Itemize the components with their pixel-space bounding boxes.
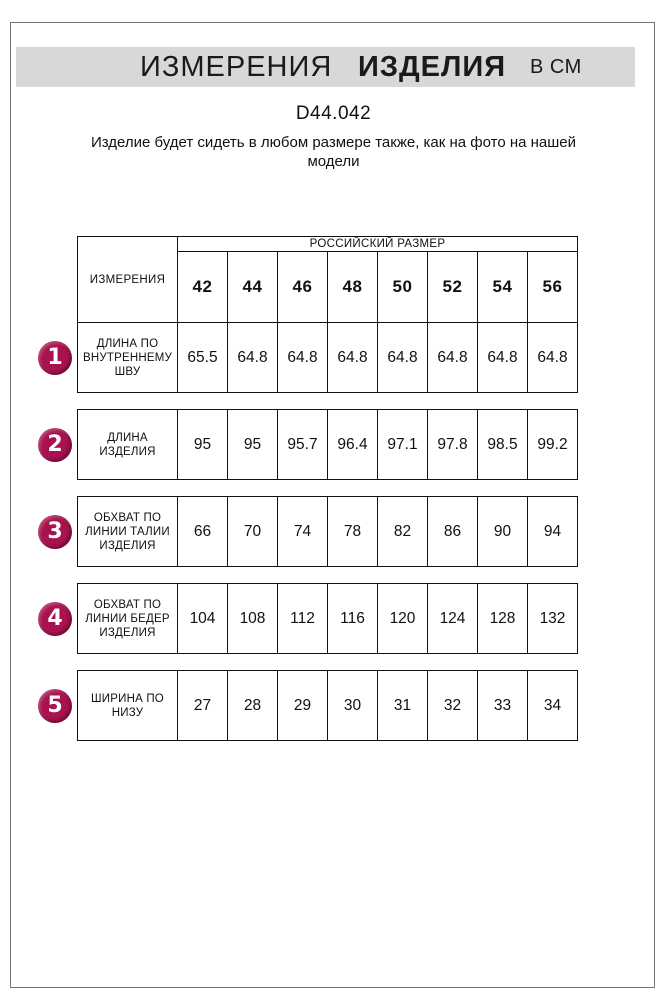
title-part1: ИЗМЕРЕНИЯ: [140, 51, 333, 83]
measurement-value: 95: [178, 410, 228, 480]
measurement-value: 33: [478, 671, 528, 741]
measurement-value: 99.2: [528, 410, 578, 480]
measurement-label: ДЛИНА ИЗДЕЛИЯ: [78, 410, 178, 480]
measurement-value: 95.7: [278, 410, 328, 480]
measurement-value: 64.8: [228, 323, 278, 393]
measurement-value: 29: [278, 671, 328, 741]
table-row: [78, 497, 578, 567]
size-header: 56: [528, 252, 578, 323]
size-header: 52: [428, 252, 478, 323]
measurement-value: 82: [378, 497, 428, 567]
measurement-value: 86: [428, 497, 478, 567]
title-banner: [16, 47, 635, 87]
row-number-badge: 4: [38, 602, 72, 636]
measurement-value: 96.4: [328, 410, 378, 480]
measurement-value: 116: [328, 584, 378, 654]
measurement-value: 64.8: [278, 323, 328, 393]
measurement-label: ОБХВАТ ПО ЛИНИИ БЕДЕР ИЗДЕЛИЯ: [78, 584, 178, 654]
table-row: [78, 671, 578, 741]
row-number-badge: 3: [38, 515, 72, 549]
size-table: [77, 236, 578, 741]
measurement-value: 90: [478, 497, 528, 567]
table-row: [78, 584, 578, 654]
measurement-label: ОБХВАТ ПО ЛИНИИ ТАЛИИ ИЗДЕЛИЯ: [78, 497, 178, 567]
measurement-value: 97.1: [378, 410, 428, 480]
row-number-badge: 5: [38, 689, 72, 723]
size-header: 50: [378, 252, 428, 323]
measurement-label: ШИРИНА ПО НИЗУ: [78, 671, 178, 741]
measurement-value: 124: [428, 584, 478, 654]
measurement-value: 32: [428, 671, 478, 741]
product-code: D44.042: [295, 103, 372, 124]
measurement-value: 98.5: [478, 410, 528, 480]
size-header: 46: [278, 252, 328, 323]
size-header: 44: [228, 252, 278, 323]
measurement-value: 64.8: [428, 323, 478, 393]
title-part2: ИЗДЕЛИЯ: [358, 51, 507, 83]
measurement-value: 27: [178, 671, 228, 741]
measurement-value: 70: [228, 497, 278, 567]
measurement-value: 120: [378, 584, 428, 654]
measurement-value: 64.8: [478, 323, 528, 393]
measurement-value: 74: [278, 497, 328, 567]
row-number-badge: 2: [38, 428, 72, 462]
measurement-value: 104: [178, 584, 228, 654]
measurement-value: 64.8: [378, 323, 428, 393]
measurement-label: ДЛИНА ПО ВНУТРЕННЕМУ ШВУ: [78, 323, 178, 393]
measurement-value: 94: [528, 497, 578, 567]
measurements-header: ИЗМЕРЕНИЯ: [78, 237, 178, 323]
measurement-value: 95: [228, 410, 278, 480]
measurement-value: 108: [228, 584, 278, 654]
measurement-value: 64.8: [328, 323, 378, 393]
measurement-value: 66: [178, 497, 228, 567]
measurement-value: 64.8: [528, 323, 578, 393]
measurement-value: 31: [378, 671, 428, 741]
measurement-value: 128: [478, 584, 528, 654]
size-header: 42: [178, 252, 228, 323]
measurement-value: 65.5: [178, 323, 228, 393]
measurement-value: 78: [328, 497, 378, 567]
measurement-value: 97.8: [428, 410, 478, 480]
measurement-value: 30: [328, 671, 378, 741]
measurement-value: 112: [278, 584, 328, 654]
size-system-header: РОССИЙСКИЙ РАЗМЕР: [178, 237, 578, 252]
size-header: 54: [478, 252, 528, 323]
fit-note: Изделие будет сидеть в любом размере также, как на фото на нашей модели: [90, 134, 577, 170]
table-row: [78, 410, 578, 480]
size-header: 48: [328, 252, 378, 323]
row-number-badge: 1: [38, 341, 72, 375]
units-label: В СМ: [530, 56, 582, 78]
measurement-value: 34: [528, 671, 578, 741]
measurement-value: 132: [528, 584, 578, 654]
measurement-value: 28: [228, 671, 278, 741]
table-row: [78, 323, 578, 393]
